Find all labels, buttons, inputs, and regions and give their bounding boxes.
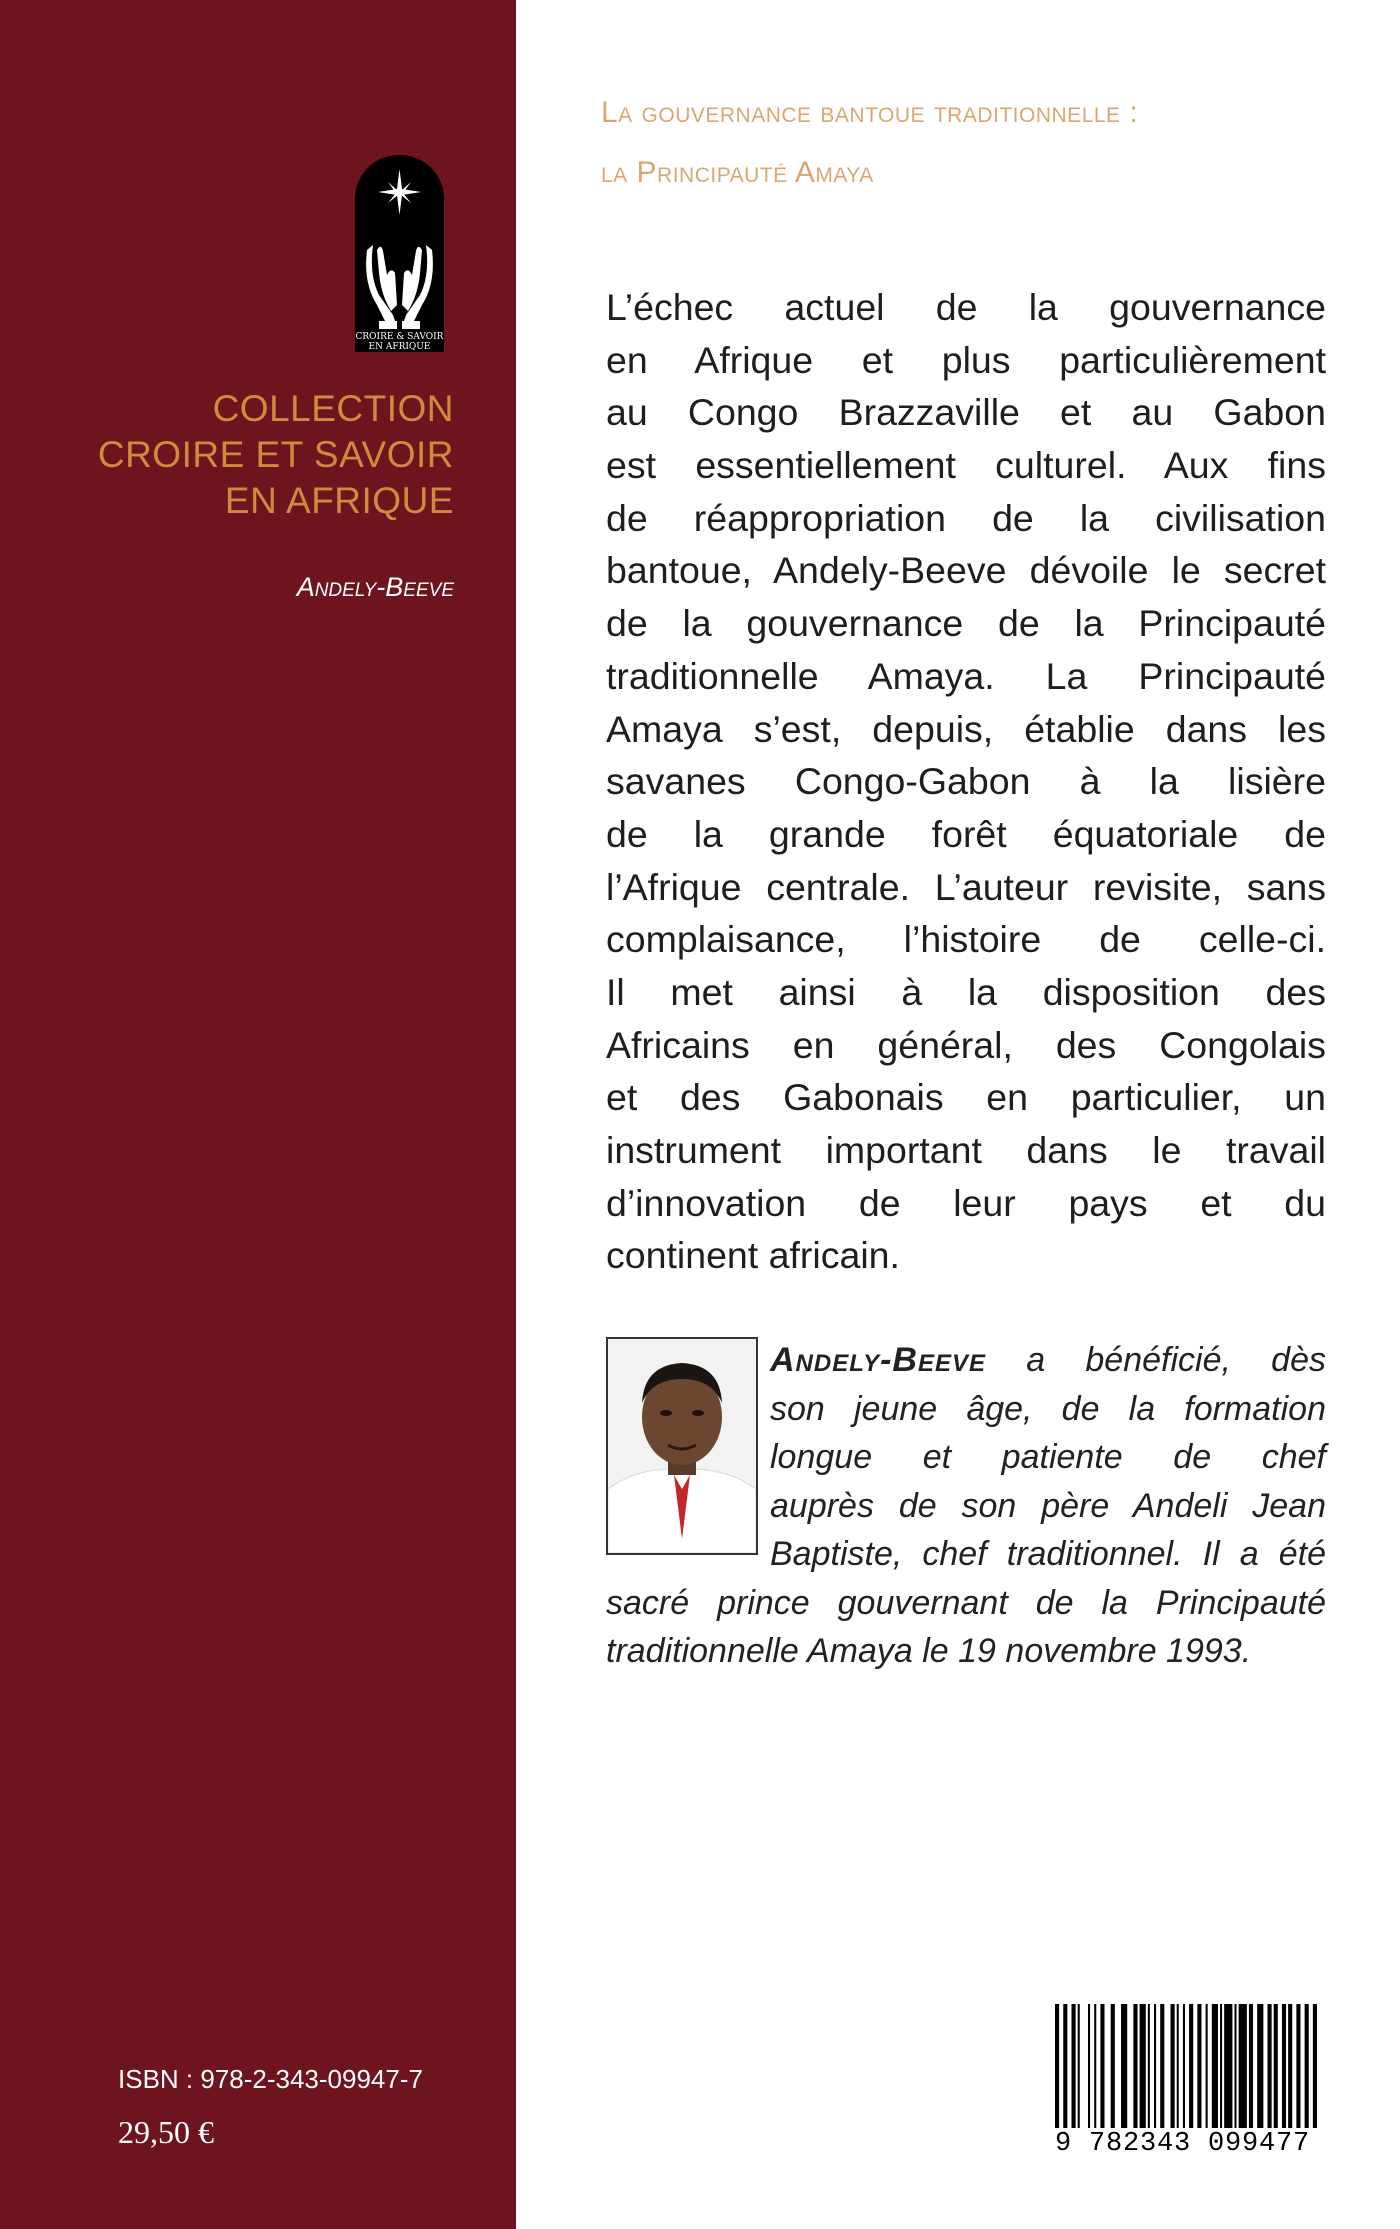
synopsis-line: de réappropriation de la civilisation (606, 496, 1326, 539)
barcode-bar (1183, 2004, 1185, 2128)
barcode-bar (1313, 2004, 1317, 2128)
bio-line: Baptiste, chef traditionnel. Il a été (770, 1535, 1326, 1573)
barcode-bar (1055, 2004, 1059, 2128)
synopsis-line: L’échec actuel de la gouvernance (606, 286, 1326, 328)
barcode-bar (1177, 2004, 1179, 2128)
bio-line: traditionnelle Amaya le 19 novembre 1993. (606, 1632, 1252, 1670)
bio-author-name: Andely-Beeve (770, 1341, 987, 1379)
barcode-bar (1224, 2004, 1232, 2128)
synopsis-line: de la gouvernance de la Principauté (606, 602, 1326, 645)
barcode-bar (1078, 2004, 1080, 2128)
barcode-bar (1267, 2004, 1271, 2128)
synopsis-line: traditionnelle Amaya. La Principauté (606, 654, 1326, 697)
collection-line-3: EN AFRIQUE (224, 480, 454, 521)
barcode-bar (1197, 2004, 1201, 2128)
barcode-bar (1296, 2004, 1300, 2128)
synopsis-line: au Congo Brazzaville et au Gabon (606, 391, 1326, 434)
synopsis-text (606, 281, 1326, 1282)
synopsis-line: bantoue, Andely-Beeve dévoile le secret (606, 549, 1326, 592)
bio-line-1 (606, 1336, 1326, 1385)
barcode-bar (1282, 2004, 1286, 2128)
bio-first-line-rest: a bénéficié, dès (1026, 1341, 1326, 1379)
barcode-bars (1050, 2000, 1322, 2130)
barcode-bar (1206, 2004, 1208, 2128)
price: 29,50 € (118, 2114, 214, 2150)
barcode-bar (1154, 2004, 1156, 2128)
synopsis-line: continent africain. (606, 1234, 900, 1277)
logo-text-line1: CROIRE & SAVOIR (355, 332, 444, 342)
barcode-bar (1239, 2004, 1247, 2128)
barcode-bar (1100, 2004, 1104, 2128)
barcode-bar (1072, 2004, 1076, 2128)
barcode-bar (1189, 2004, 1193, 2128)
star-hands-icon (355, 155, 444, 352)
barcode-bar (1288, 2004, 1292, 2128)
collection-line-1: COLLECTION (212, 388, 454, 429)
publisher-logo (355, 155, 444, 352)
barcode-number: 9 782343 099477 (1055, 2129, 1325, 2159)
synopsis-line: et des Gabonais en particulier, un (606, 1076, 1326, 1119)
bio-line: auprès de son père Andeli Jean (770, 1486, 1326, 1525)
barcode-bar (1305, 2004, 1309, 2128)
barcode-bar (1094, 2004, 1096, 2128)
barcode-bar (1171, 2004, 1175, 2128)
synopsis-line: d’innovation de leur pays et du (606, 1181, 1326, 1224)
collection-line-2: CROIRE ET SAVOIR (97, 434, 454, 475)
barcode-bar (1234, 2004, 1236, 2128)
synopsis-line: Amaya s’est, depuis, établie dans les (606, 707, 1326, 750)
title-line-2: la Principauté Amaya (601, 156, 874, 189)
bio-line: son jeune âge, de la formation (770, 1389, 1326, 1428)
title-line-1: La gouvernance bantoue traditionnelle : (601, 96, 1139, 129)
synopsis-line: complaisance, l’histoire de celle-ci. (606, 918, 1326, 961)
author-name-spine: Andely-Beeve (296, 572, 454, 602)
logo-text-line2: EN AFRIQUE (368, 342, 431, 352)
synopsis-line: Africains en général, des Congolais (606, 1023, 1326, 1066)
barcode-bar (1160, 2004, 1164, 2128)
barcode-bar (1088, 2004, 1090, 2128)
barcode-bar (1140, 2004, 1146, 2128)
synopsis-line: instrument important dans le travail (606, 1129, 1326, 1171)
synopsis-line: est essentiellement culturel. Aux fins (606, 444, 1326, 487)
barcode-bar (1212, 2004, 1218, 2128)
barcode-bar (1148, 2004, 1150, 2128)
synopsis-line: savanes Congo-Gabon à la lisière (606, 760, 1326, 803)
barcode-bar (1249, 2004, 1253, 2128)
synopsis-line: en Afrique et plus particulièrement (606, 338, 1326, 381)
synopsis-line: Il met ainsi à la disposition des (606, 970, 1326, 1013)
barcode-bar (1121, 2004, 1127, 2128)
barcode-bar (1220, 2004, 1222, 2128)
barcode-bar (1274, 2004, 1278, 2128)
synopsis-line: de la grande forêt équatoriale de (606, 812, 1326, 855)
barcode-bar (1111, 2004, 1115, 2128)
barcode-bar (1063, 2004, 1067, 2128)
bio-line: longue et patiente de chef (770, 1438, 1326, 1476)
barcode-bar (1133, 2004, 1137, 2128)
bio-line: sacré prince gouvernant de la Principauté (606, 1583, 1326, 1622)
isbn: ISBN : 978-2-343-09947-7 (118, 2064, 423, 2094)
barcode-bar (1257, 2004, 1263, 2128)
synopsis-line: l’Afrique centrale. L’auteur revisite, sans (606, 865, 1326, 908)
